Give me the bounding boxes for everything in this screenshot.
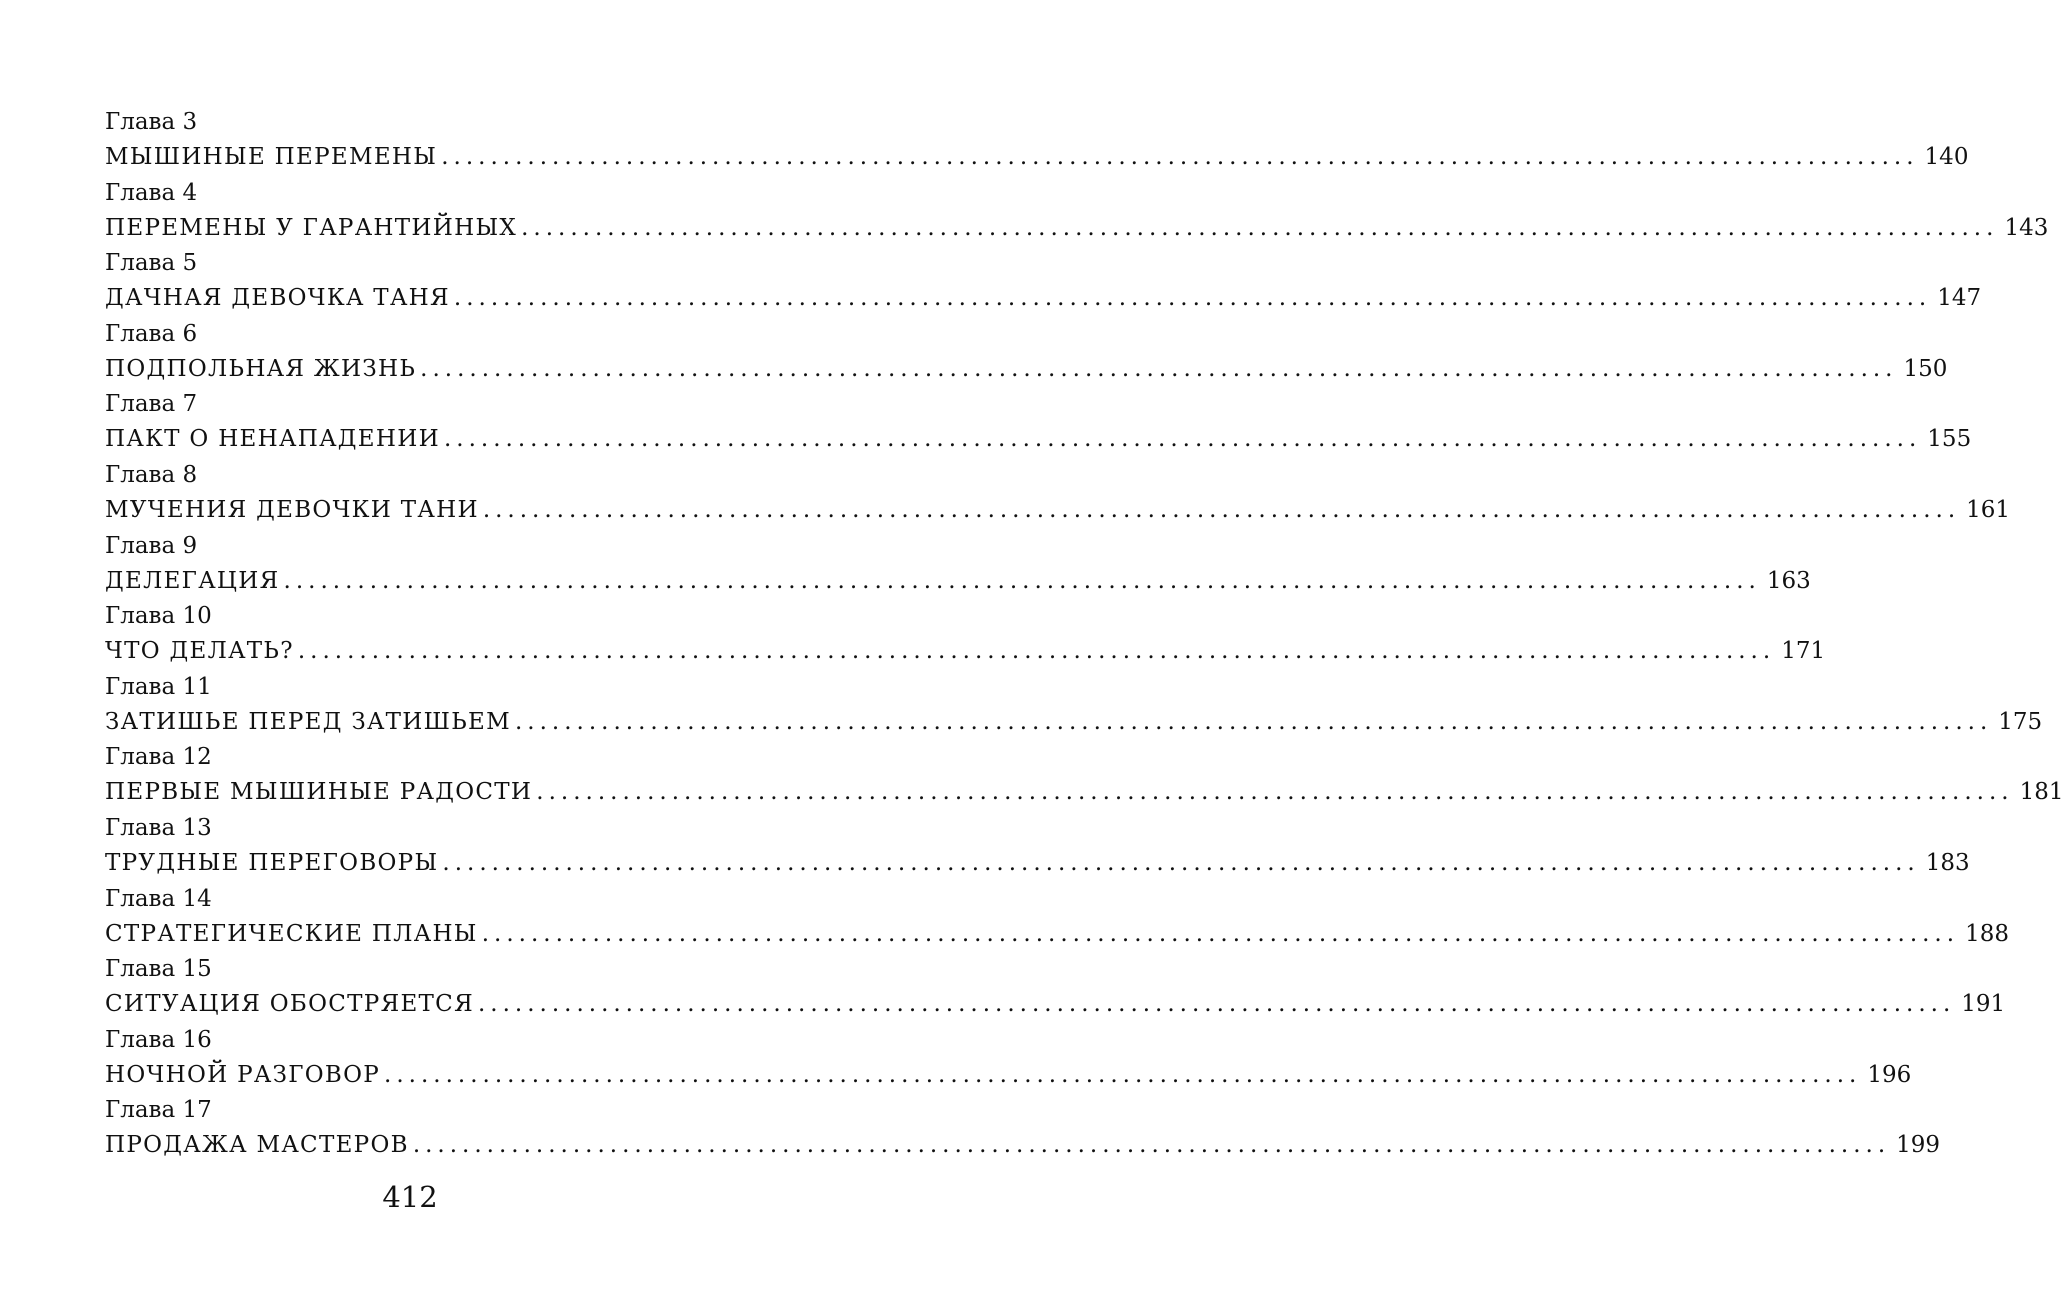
chapter-title: ЗАТИШЬЕ ПЕРЕД ЗАТИШЬЕМ (105, 708, 511, 735)
dot-leader: ........................................................................................................................ (453, 285, 1932, 312)
chapter-page-number: 143 (2004, 214, 2049, 241)
toc-row (105, 421, 1972, 457)
chapter-page-number: 183 (1925, 849, 1970, 876)
chapter-title: МУЧЕНИЯ ДЕВОЧКИ ТАНИ (105, 496, 479, 523)
chapter-page-number: 155 (1927, 426, 1972, 453)
chapter-title: ДАЧНАЯ ДЕВОЧКА ТАНЯ (105, 285, 450, 312)
chapter-page-number: 140 (1924, 144, 1969, 170)
chapter-label: Глава 14 (105, 885, 212, 912)
chapter-page-number: 163 (1766, 567, 1811, 594)
chapter-title: СИТУАЦИЯ ОБОСТРЯЕТСЯ (105, 991, 474, 1018)
toc-row (105, 633, 1826, 669)
chapter-label: Глава 16 (105, 1026, 212, 1053)
chapter-page-number: 171 (1781, 638, 1826, 665)
dot-leader: ........................................................................................................................ (521, 214, 1999, 241)
toc-row (105, 351, 1948, 387)
dot-leader: ........................................................................................................................ (536, 779, 2014, 806)
toc-row (105, 1057, 1912, 1093)
dot-leader: ........................................................................................................................ (477, 991, 1956, 1018)
chapter-title: МЫШИНЫЕ ПЕРЕМЕНЫ (105, 144, 438, 170)
toc-entry (105, 671, 2043, 742)
chapter-label: Глава 9 (105, 532, 198, 559)
dot-leader: ........................................................................................................................ (412, 1132, 1891, 1159)
table-of-contents (105, 106, 2064, 1165)
toc-entry (105, 247, 1982, 318)
toc-row (105, 916, 2009, 952)
toc-entry (105, 1094, 1941, 1165)
chapter-page-number: 188 (1965, 920, 2009, 947)
chapter-title: НОЧНОЙ РАЗГОВОР (105, 1061, 381, 1088)
toc-entry (105, 459, 2011, 530)
chapter-label: Глава 6 (105, 320, 198, 347)
dot-leader: ........................................................................................................................ (443, 426, 1922, 453)
chapter-label: Глава 4 (105, 179, 198, 206)
chapter-title: ЧТО ДЕЛАТЬ? (105, 638, 294, 665)
toc-entry (105, 177, 2049, 248)
dot-leader: ........................................................................................................................ (297, 638, 1776, 665)
toc-entry (105, 1024, 1912, 1095)
toc-entry (105, 812, 1970, 883)
chapter-label: Глава 15 (105, 956, 212, 983)
chapter-label: Глава 12 (105, 744, 212, 771)
chapter-label: Глава 10 (105, 603, 212, 630)
chapter-label: Глава 5 (105, 250, 198, 277)
chapter-label: Глава 3 (105, 109, 198, 135)
toc-entry (105, 530, 1811, 601)
chapter-page-number: 191 (1961, 991, 2006, 1018)
toc-row (105, 139, 1969, 175)
dot-leader: ........................................................................................................................ (441, 144, 1919, 170)
chapter-title: ПАКТ О НЕНАПАДЕНИИ (105, 426, 440, 453)
toc-row (105, 492, 2011, 528)
chapter-title: ПЕРЕМЕНЫ У ГАРАНТИЙНЫХ (105, 214, 518, 241)
toc-row (105, 280, 1982, 316)
toc-entry (105, 600, 1826, 671)
dot-leader: ........................................................................................................................ (482, 496, 1961, 523)
toc-row (105, 845, 1970, 881)
chapter-page-number: 147 (1937, 285, 1982, 312)
toc-entry (105, 318, 1948, 389)
chapter-label: Глава 7 (105, 391, 198, 418)
chapter-title: ДЕЛЕГАЦИЯ (105, 567, 280, 594)
chapter-title: ПОДПОЛЬНАЯ ЖИЗНЬ (105, 355, 417, 382)
dot-leader: ........................................................................................................................ (420, 355, 1898, 382)
chapter-label: Глава 11 (105, 673, 212, 700)
chapter-page-number: 196 (1867, 1061, 1912, 1088)
toc-entry (105, 953, 2006, 1024)
chapter-page-number: 199 (1896, 1132, 1941, 1159)
chapter-page-number: 181 (2019, 779, 2064, 806)
chapter-page-number: 150 (1903, 355, 1948, 382)
dot-leader: ........................................................................................................................ (283, 567, 1761, 594)
toc-row (105, 774, 2064, 810)
chapter-title: ПРОДАЖА МАСТЕРОВ (105, 1132, 409, 1159)
chapter-title: СТРАТЕГИЧЕСКИЕ ПЛАНЫ (105, 920, 478, 947)
toc-entry (105, 106, 1969, 177)
chapter-title: ПЕРВЫЕ МЫШИНЫЕ РАДОСТИ (105, 779, 533, 806)
toc-row (105, 563, 1811, 599)
chapter-label: Глава 8 (105, 461, 198, 488)
chapter-label: Глава 17 (105, 1097, 212, 1124)
toc-entry (105, 388, 1972, 459)
dot-leader: ........................................................................................................................ (442, 849, 1920, 876)
toc-entry (105, 883, 2009, 954)
dot-leader: ........................................................................................................................ (514, 708, 1993, 735)
dot-leader: ........................................................................................................................ (384, 1061, 1862, 1088)
toc-entry (105, 741, 2064, 812)
toc-row (105, 210, 2049, 246)
page-number: 412 (382, 1180, 438, 1214)
toc-row (105, 986, 2006, 1022)
toc-row (105, 704, 2043, 740)
chapter-page-number: 175 (1998, 708, 2043, 735)
toc-row (105, 1127, 1941, 1163)
dot-leader: ........................................................................................................................ (481, 920, 1960, 947)
chapter-page-number: 161 (1966, 496, 2011, 523)
chapter-title: ТРУДНЫЕ ПЕРЕГОВОРЫ (105, 849, 439, 876)
chapter-label: Глава 13 (105, 814, 212, 841)
